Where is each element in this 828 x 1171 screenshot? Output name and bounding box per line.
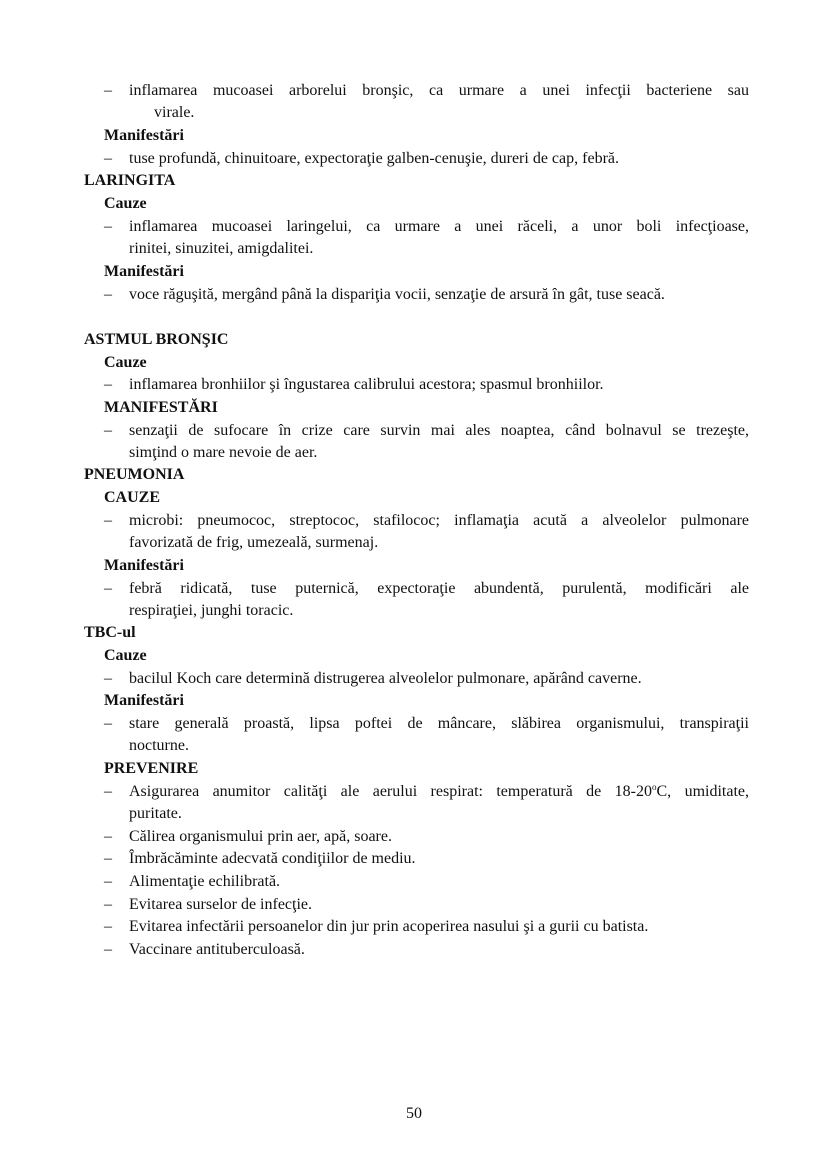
bullet-dash: – [104, 715, 112, 732]
section-heading: PNEUMONIA [84, 466, 185, 483]
bullet-text-part: C, umiditate, [656, 783, 749, 800]
bullet-text-continuation: nocturne. [129, 737, 189, 754]
bullet-text: Vaccinare antituberculoasă. [129, 941, 305, 958]
bullet-dash: – [104, 941, 112, 958]
bullet-text: Călirea organismului prin aer, apă, soare. [129, 828, 392, 845]
section-subheading: Manifestări [104, 127, 184, 144]
page-number: 50 [406, 1105, 422, 1122]
bullet-text: Evitarea infectării persoanelor din jur prin acoperirea nasului şi a gurii cu batista. [129, 918, 649, 935]
bullet-dash: – [104, 873, 112, 890]
section-subheading: Manifestări [104, 692, 184, 709]
bullet-text-continuation: respiraţiei, junghi toracic. [129, 602, 294, 619]
bullet-text: Evitarea surselor de infecţie. [129, 896, 313, 913]
section-subheading: Cauze [104, 354, 147, 371]
bullet-dash: – [104, 828, 112, 845]
bullet-text: febră ridicată, tuse puternică, expectoraţie abundentă, purulentă, modificări ale [129, 580, 749, 597]
bullet-dash: – [104, 783, 112, 800]
bullet-text: inflamarea mucoasei arborelui bronşic, ca urmare a unei infecţii bacteriene sau [129, 82, 749, 99]
section-subheading: CAUZE [104, 489, 161, 506]
degree-superscript: o [652, 782, 657, 792]
bullet-dash: – [104, 150, 112, 167]
bullet-text: Îmbrăcăminte adecvată condiţiilor de mediu. [129, 850, 416, 867]
bullet-dash: – [104, 580, 112, 597]
bullet-dash: – [104, 218, 112, 235]
bullet-dash: – [104, 896, 112, 913]
section-subheading: Manifestări [104, 557, 184, 574]
section-heading: LARINGITA [84, 172, 176, 189]
bullet-dash: – [104, 512, 112, 529]
bullet-dash: – [104, 670, 112, 687]
bullet-text-part: Asigurarea anumitor calităţi ale aerului respirat: temperatură de 18-20 [129, 783, 652, 800]
section-subheading: MANIFESTĂRI [104, 399, 218, 416]
section-subheading: Cauze [104, 647, 147, 664]
bullet-text-continuation: rinitei, sinuzitei, amigdalitei. [129, 240, 314, 257]
bullet-text-continuation: simţind o mare nevoie de aer. [129, 444, 318, 461]
bullet-text: inflamarea bronhiilor şi îngustarea calibrului acestora; spasmul bronhiilor. [129, 376, 604, 393]
bullet-text-continuation: virale. [154, 104, 195, 121]
bullet-dash: – [104, 850, 112, 867]
bullet-text: voce răguşită, mergând până la dispariţia vocii, senzaţie de arsură în gât, tuse seacă. [129, 286, 665, 303]
section-heading: ASTMUL BRONŞIC [84, 331, 229, 348]
section-subheading: Manifestări [104, 263, 184, 280]
bullet-text: bacilul Koch care determină distrugerea alveolelor pulmonare, apărând caverne. [129, 670, 642, 687]
bullet-text: tuse profundă, chinuitoare, expectoraţie galben-cenuşie, dureri de cap, febră. [129, 150, 619, 167]
bullet-text-continuation: favorizată de frig, umezeală, surmenaj. [129, 534, 379, 551]
bullet-text: Alimentaţie echilibrată. [129, 873, 281, 890]
section-subheading: Cauze [104, 195, 147, 212]
bullet-dash: – [104, 376, 112, 393]
bullet-text: inflamarea mucoasei laringelui, ca urmare a unei răceli, a unor boli infecţioase, [129, 218, 749, 235]
bullet-text [129, 781, 749, 803]
section-subheading: PREVENIRE [104, 760, 199, 777]
bullet-dash: – [104, 286, 112, 303]
bullet-dash: – [104, 422, 112, 439]
bullet-text: stare generală proastă, lipsa poftei de mâncare, slăbirea organismului, transpiraţii [129, 715, 749, 732]
bullet-text-continuation: puritate. [129, 805, 182, 822]
bullet-text: microbi: pneumococ, streptococ, stafilococ; inflamaţia acută a alveolelor pulmonare [129, 512, 749, 529]
bullet-dash: – [104, 82, 112, 99]
bullet-dash: – [104, 918, 112, 935]
section-heading: TBC-ul [84, 624, 136, 641]
bullet-text: senzaţii de sufocare în crize care survin mai ales noaptea, când bolnavul se trezeşte, [129, 422, 749, 439]
